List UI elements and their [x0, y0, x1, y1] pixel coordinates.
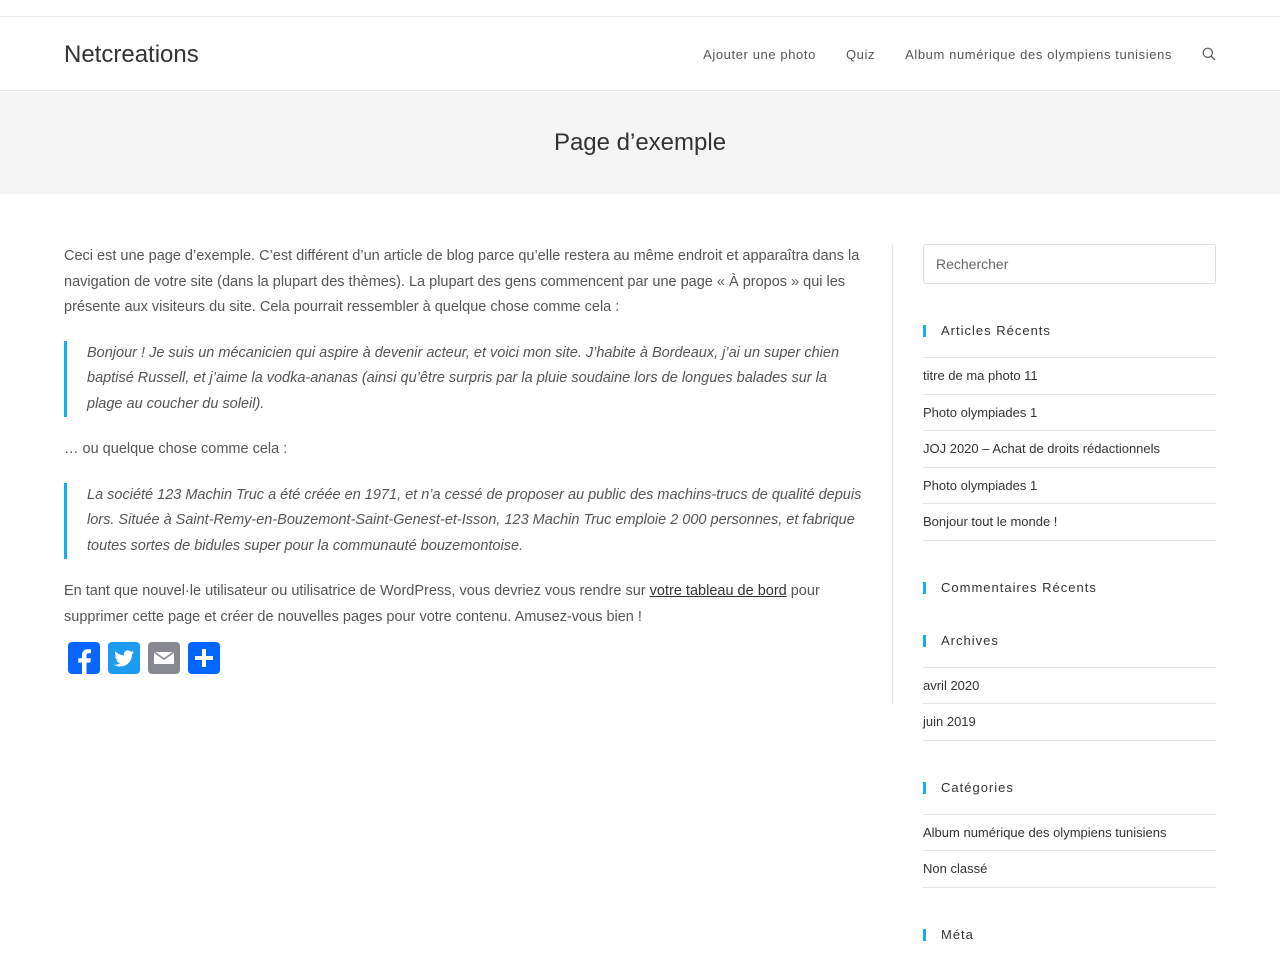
recent-post-item[interactable]: titre de ma photo 11: [923, 357, 1216, 394]
top-bar: [0, 0, 1280, 17]
sidebar: [923, 244, 1216, 941]
widget-title-recent-comments: Commentaires Récents: [923, 582, 1216, 594]
share-buttons: [64, 642, 864, 674]
recent-post-item[interactable]: JOJ 2020 – Achat de droits rédactionnels: [923, 430, 1216, 467]
email-share-icon[interactable]: [148, 642, 180, 674]
widget-title-archives: Archives: [923, 635, 1216, 647]
recent-post-item[interactable]: Photo olympiades 1: [923, 394, 1216, 431]
middle-paragraph: … ou quelque chose comme cela :: [64, 441, 288, 457]
search-icon[interactable]: [1202, 47, 1216, 61]
page-title: Page d’exemple: [553, 129, 727, 156]
recent-posts-list: [923, 357, 1216, 541]
blockquote-1: [64, 341, 864, 418]
outro-text-after: pour supprimer cette page et créer de nouvelles pages pour votre contenu. Amusez-vous bien !: [64, 583, 820, 625]
categories-list: [923, 814, 1216, 888]
blockquote-1-text: Bonjour ! Je suis un mécanicien qui aspire à devenir acteur, et voici mon site. J’habite à Bordeaux, j’ai un super chien baptisé Russell, et j’aime la vodka-ananas (ainsi qu’être surpris par la pluie soudaine lors de longues balades sur la plage au coucher du soleil).: [87, 344, 840, 412]
twitter-share-icon[interactable]: [108, 642, 140, 674]
archives-list: [923, 667, 1216, 741]
nav-item-album[interactable]: Album numérique des olympiens tunisiens: [905, 46, 1172, 62]
page-header: [0, 92, 1280, 194]
blockquote-2-text: La société 123 Machin Truc a été créée en 1971, et n’a cessé de proposer au public des machins-trucs de qualité depuis lors. Située à Saint-Remy-en-Bouzemont-Saint-Genest-et-Isson, 123 Machin Truc emploie 2 000 personnes, et fabrique toutes sortes de bidules super pour la communauté bouzemontoise.: [87, 486, 862, 554]
facebook-share-icon[interactable]: [68, 642, 100, 674]
site-header: [0, 17, 1280, 91]
nav-item-ajouter-photo[interactable]: Ajouter une photo: [703, 46, 816, 62]
widget-title-categories: Catégories: [923, 782, 1216, 794]
sidebar-search-input[interactable]: [923, 244, 1216, 284]
archive-item[interactable]: avril 2020: [923, 667, 1216, 704]
widget-title-meta: Méta: [923, 929, 1216, 941]
page-content: [64, 244, 864, 674]
nav-item-quiz[interactable]: Quiz: [845, 46, 876, 62]
archive-item[interactable]: juin 2019: [923, 703, 1216, 740]
content-sidebar-divider: [892, 244, 893, 704]
outro-paragraph: [64, 579, 864, 630]
category-item[interactable]: Non classé: [923, 850, 1216, 887]
widget-title-recent-posts: Articles Récents: [923, 325, 1216, 337]
outro-text-before: En tant que nouvel·le utilisateur ou utilisatrice de WordPress, vous devriez vous rendre sur: [64, 583, 650, 599]
main-nav: [673, 17, 1216, 91]
category-item[interactable]: Album numérique des olympiens tunisiens: [923, 814, 1216, 851]
intro-paragraph: Ceci est une page d’exemple. C’est différent d’un article de blog parce qu’elle restera au même endroit et apparaîtra dans la navigation de votre site (dans la plupart des thèmes). La plupart des gens commencent par une page « À propos » qui les présente aux visiteurs du site. Cela pourrait ressembler à quelque chose comme cela :: [64, 248, 860, 315]
recent-post-item[interactable]: Bonjour tout le monde !: [923, 503, 1216, 540]
blockquote-2: [64, 483, 864, 560]
dashboard-link[interactable]: votre tableau de bord: [649, 583, 787, 599]
site-logo[interactable]: Netcreations: [64, 41, 199, 68]
recent-post-item[interactable]: Photo olympiades 1: [923, 467, 1216, 504]
share-icon[interactable]: [188, 642, 220, 674]
